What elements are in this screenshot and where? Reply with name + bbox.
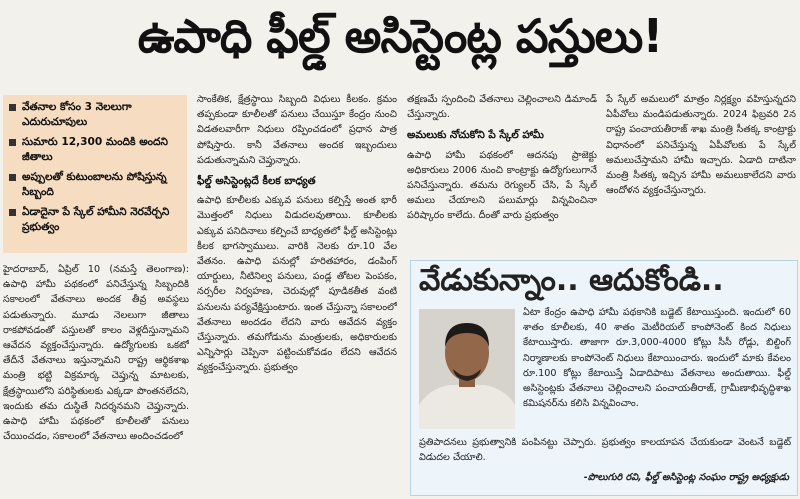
square-bullet-icon — [9, 174, 16, 181]
subheading: అమలుకు నోచుకోని పే స్కేల్ హామీ — [407, 129, 544, 142]
person-photo — [419, 309, 515, 429]
highlight-item: వేతనాల కోసం 3 నెలలుగా ఎదురుచూపులు — [9, 100, 181, 130]
highlights-box — [3, 95, 187, 253]
column-3 — [407, 92, 597, 254]
column-1 — [3, 262, 189, 496]
quote-box — [410, 260, 798, 496]
subheading: ఫీల్డ్ అసిస్టెంట్లదే కీలక బాధ్యత — [197, 175, 316, 188]
highlight-item: సుమారు 12,300 మందికి అందని జీతాలు — [9, 135, 181, 165]
column-4 — [606, 92, 796, 254]
square-bullet-icon — [9, 139, 16, 146]
headline: ఉపాధి ఫీల్డ్ అసిస్టెంట్ల పస్తులు! — [137, 9, 663, 63]
highlight-item: అప్పులతో కుటుంబాలను పోషిస్తున్న సిబ్బంది — [9, 170, 181, 200]
body-paragraph: సాంకేతిక, క్షేత్రస్థాయి సిబ్బంది విధులు కీలకం. క్రమం తప్పకుండా కూలీలతో పనులు చేయిస్తూ కేంద్రం నుంచి విడతలవారీగా నిధులు రప్పించడంలో ప్రధాన పాత్ర పోషిస్తారు. కానీ వేతనాలు అందక ఇబ్బందులు పడుతున్నామని చెప్తున్నారు. — [197, 94, 397, 166]
quote-text: ఏటా కేంద్రం ఉపాధి హామీ పథకానికి బడ్జెట్ కేటాయిస్తుంది. ఇందులో 60 శాతం కూలీలకు, 40 శాతం మెటీరియల్ కాంపోనెంట్ కింద నిధులు కేటాయిస్తారు. తాజాగా రూ.3,000-4000 కోట్లు సీసీ రోడ్లు, బిల్డింగ్ నిర్మాణాలకు కాంపోనెంట్ నిధులు కేటాయించారు. ఇందులో మాకు కేవలం రూ.100 కోట్లు కేటాయిస్తే ఏడాదిపాటు వేతనాలు అందుతాయి. ఫీల్డ్ అసిస్టెంట్లకు వేతనాలు చెల్లించాలని పంచాయతీరాజ్, గ్రామీణాభివృద్ధిశాఖ కమిషనర్‌ను కలిసి విన్నవించాం. — [523, 307, 791, 410]
body-paragraph: ఉపాధి హామీ పథకంలో ఆదనపు ప్రాజెక్టు అధికారులు 2006 నుంచి కాంట్రాక్టు ఉద్యోగులుగానే పనిచేస్తున్నారు. తమను రెగ్యులర్ చేసి, పే స్కేల్ అమలు చేయాలని పలుమార్లు విన్నవించినా పరిష్కారం కాలేదు. దీంతో వారు ప్రభుత్వం — [407, 149, 597, 222]
body-paragraph: ఉపాధి కూలీలకు ఎక్కువ పనులు కల్పిస్తే అంత భారీ మొత్తంలో నిధులు విడుదలవుతాయి. కూలీలకు ఎక్కువ పనిదినాలు కల్పించే బాధ్యతలో ఫీల్డ్ అసిస్టెంట్లు కీలక భాగస్వాములు. వారికి నెలకు రూ.10 వేల వేతనం. ఉపాధి పనుల్లో హరితహారం, డంపింగ్ యార్డులు, నీటినిల్వ పనులు, పండ్ల తోటల పెంపకం, నర్సరీల నిర్వహణ, చెరువుల్లో పూడికతీత వంటి పనులను పర్యవేక్షిస్తుంటారు. ఇంత చేస్తున్నా సకాలంలో వేతనాలు అందడం లేదని వారు ఆవేదన వ్యక్తం చేస్తున్నారు. తమగోడును మంత్రులకు, అధికారులకు ఎన్నిసార్లు చెప్పినా పట్టించుకోవడం లేదని ఆవేదన వ్యక్తంచేస్తున్నారు. ప్రభుత్వం — [197, 195, 397, 374]
square-bullet-icon — [9, 104, 16, 111]
body-paragraph: తక్షణమే స్పందించి వేతనాలు చెల్లించాలని డిమాండ్ చేస్తున్నారు. — [407, 94, 597, 121]
column-2 — [197, 92, 397, 496]
quote-title: వేడుకున్నాం.. ఆదుకోండి.. — [419, 263, 724, 298]
square-bullet-icon — [9, 209, 16, 216]
body-paragraph: పే స్కేల్ అమలులో మాత్రం నిర్లక్ష్యం వహిస్తున్నదని ఏపీవోలు మండిపడుతున్నారు. 2024 ఫిబ్రవరి 2న రాష్ట్ర పంచాయతీరాజ్ శాఖ మంత్రి సీతక్క కాంట్రాక్టు విధానంలో పనిచేస్తున్న ఏపీవోలకు పే స్కేల్ అమలుచేస్తామని హామీ ఇచ్చారు. ఏడాది దాటినా మంత్రి సీతక్క ఇచ్చిన హామీ అమలుకాలేదని వారు ఆందోళన వ్యక్తంచేస్తున్నారు. — [606, 94, 796, 197]
body-paragraph: హైదరాబాద్, ఏప్రిల్ 10 (నమస్తే తెలంగాణ): ఉపాధి హామీ పథకంలో పనిచేస్తున్న సిబ్బందికి సకాలంలో వేతనాలు అందక తీవ్ర అవస్థలు పడుతున్నారు. మూడు నెలలుగా జీతాలు రాకపోవడంతో పస్తులతో కాలం వెళ్లదీస్తున్నామని ఆవేదన వ్యక్తంచేస్తున్నారు. ఉద్యోగులకు ఒకటో తేదీనే వేతనాలు ఇస్తున్నామని రాష్ట్ర ఆర్థికశాఖ మంత్రి భట్టి విక్రమార్క చెప్తున్న మాటలకు, క్షేత్రస్థాయిలోని పరిస్థితులకు ఎక్కడా పొంతనలేదని, ఇందుకు తమ దుస్థితే నిదర్శనమని చెప్తున్నారు. ఉపాధి హామీ పథకంలో కూలీలతో పనులు చేయించడం, సకాలంలో వేతనాలు అందించడంలో — [3, 264, 189, 443]
person-portrait-icon — [419, 309, 515, 429]
highlight-item: ఏడాదైనా పే స్కేల్ హామీని నెరవేర్చని ప్రభుత్వం — [9, 205, 181, 235]
signature-line: -పొలుగురి రవి, ఫీల్డ్ అసిస్టెంట్ల సంఘం రాష్ట్ర అధ్యక్షుడు — [583, 472, 789, 483]
quote-text-bottom: ప్రతిపాదనలు ప్రభుత్వానికి పంపినట్టు చెప్పారు. ప్రభుత్వం కాలయాపన చేయకుండా వెంటనే బడ్జెట్ విడుదల చేయాలి. — [419, 437, 791, 464]
